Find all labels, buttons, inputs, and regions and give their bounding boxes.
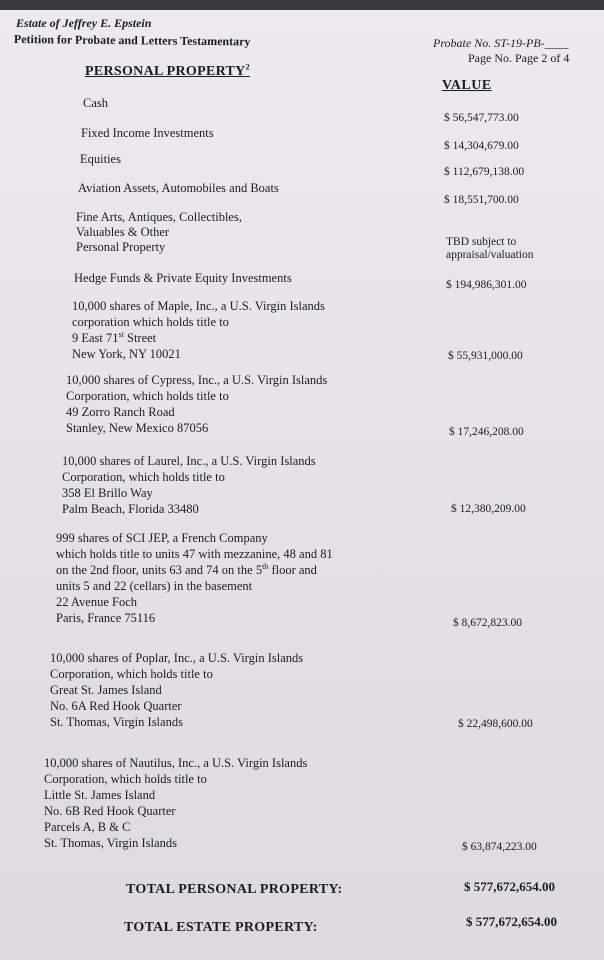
laurel-line-4: Palm Beach, Florida 33480 <box>62 502 199 516</box>
poplar-line-4: No. 6A Red Hook Quarter <box>50 699 182 713</box>
holding-laurel <box>62 453 316 517</box>
total-personal-value: $ 577,672,654.00 <box>464 879 555 894</box>
maple-line-2: corporation which holds title to <box>72 315 229 329</box>
asset-value-fixed-income: $ 14,304,679.00 <box>444 140 519 152</box>
laurel-line-3: 358 El Brillo Way <box>62 486 153 500</box>
poplar-line-3: Great St. James Island <box>50 683 162 697</box>
holding-cypress <box>66 372 327 436</box>
fine-arts-value-line-2: appraisal/valuation <box>446 249 534 261</box>
maple-line-1: 10,000 shares of Maple, Inc., a U.S. Virgin Islands <box>72 299 325 313</box>
nautilus-line-2: Corporation, which holds title to <box>44 772 207 786</box>
nautilus-line-5: Parcels A, B & C <box>44 820 131 834</box>
scijep-line-4: units 5 and 22 (cellars) in the basement <box>56 579 253 593</box>
nautilus-line-3: Little St. James Island <box>44 788 156 802</box>
holding-value-poplar: $ 22,498,600.00 <box>458 718 533 730</box>
holding-value-maple: $ 55,931,000.00 <box>448 350 523 362</box>
asset-label-aviation: Aviation Assets, Automobiles and Boats <box>78 181 279 195</box>
asset-value-aviation: $ 18,551,700.00 <box>444 194 519 206</box>
asset-label-equities: Equities <box>80 152 121 166</box>
poplar-line-2: Corporation, which holds title to <box>50 667 213 681</box>
asset-value-equities: $ 112,679,138.00 <box>444 166 525 178</box>
scijep-line-2: which holds title to units 47 with mezzanine, 48 and 81 <box>56 547 333 561</box>
asset-value-hedge-funds: $ 194,986,301.00 <box>446 279 527 291</box>
asset-label-hedge-funds: Hedge Funds & Private Equity Investments <box>74 271 292 285</box>
nautilus-line-6: St. Thomas, Virgin Islands <box>44 836 177 850</box>
total-personal-label: TOTAL PERSONAL PROPERTY: <box>126 882 343 897</box>
estate-name: Estate of Jeffrey E. Epstein <box>16 16 152 30</box>
holding-value-laurel: $ 12,380,209.00 <box>451 503 526 515</box>
value-heading: VALUE <box>442 78 492 93</box>
asset-label-fine-arts <box>76 210 242 255</box>
maple-line-3: 9 East 71st Street <box>72 329 157 345</box>
fine-arts-line-2: Valuables & Other <box>76 225 170 239</box>
cypress-line-4: Stanley, New Mexico 87056 <box>66 421 209 435</box>
cypress-line-3: 49 Zorro Ranch Road <box>66 405 175 419</box>
holding-nautilus <box>44 755 307 851</box>
holding-value-nautilus: $ 63,874,223.00 <box>462 841 537 853</box>
fine-arts-line-1: Fine Arts, Antiques, Collectibles, <box>76 210 242 224</box>
poplar-line-1: 10,000 shares of Poplar, Inc., a U.S. Virgin Islands <box>50 651 304 665</box>
holding-maple <box>72 298 325 362</box>
scijep-line-5: 22 Avenue Foch <box>56 595 138 609</box>
scijep-line-6: Paris, France 75116 <box>56 611 156 625</box>
petition-title: Petition for Probate and Letters Testamentary <box>13 32 251 49</box>
scijep-line-3: on the 2nd floor, units 63 and 74 on the 5th floor and <box>56 561 317 577</box>
cypress-line-1: 10,000 shares of Cypress, Inc., a U.S. Virgin Islands <box>66 373 328 387</box>
nautilus-line-1: 10,000 shares of Nautilus, Inc., a U.S. Virgin Islands <box>44 756 308 770</box>
probate-number: Probate No. ST-19-PB-____ <box>433 36 569 50</box>
total-estate-label: TOTAL ESTATE PROPERTY: <box>124 920 318 935</box>
fine-arts-value-line-1: TBD subject to <box>446 236 517 248</box>
holding-value-cypress: $ 17,246,208.00 <box>449 426 524 438</box>
holding-poplar <box>50 650 303 730</box>
poplar-line-5: St. Thomas, Virgin Islands <box>50 715 183 729</box>
footnote-marker: 2 <box>245 62 250 72</box>
maple-line-4: New York, NY 10021 <box>72 347 181 361</box>
cypress-line-2: Corporation, which holds title to <box>66 389 229 403</box>
asset-label-cash: Cash <box>83 96 108 110</box>
holding-value-sci-jep: $ 8,672,823.00 <box>453 617 522 629</box>
section-title-text: PERSONAL PROPERTY <box>85 64 246 79</box>
asset-label-fixed-income: Fixed Income Investments <box>81 126 214 140</box>
total-estate-value: $ 577,672,654.00 <box>466 914 557 929</box>
top-edge <box>0 0 604 10</box>
fine-arts-line-3: Personal Property <box>76 240 166 254</box>
nautilus-line-4: No. 6B Red Hook Quarter <box>44 804 176 818</box>
holding-sci-jep <box>56 530 333 626</box>
scijep-line-1: 999 shares of SCI JEP, a French Company <box>56 531 268 545</box>
section-title <box>85 64 250 80</box>
asset-value-fine-arts <box>446 236 534 262</box>
asset-value-cash: $ 56,547,773.00 <box>444 112 519 124</box>
page-number: Page No. Page 2 of 4 <box>468 51 570 65</box>
laurel-line-2: Corporation, which holds title to <box>62 470 225 484</box>
laurel-line-1: 10,000 shares of Laurel, Inc., a U.S. Virgin Islands <box>62 454 316 468</box>
